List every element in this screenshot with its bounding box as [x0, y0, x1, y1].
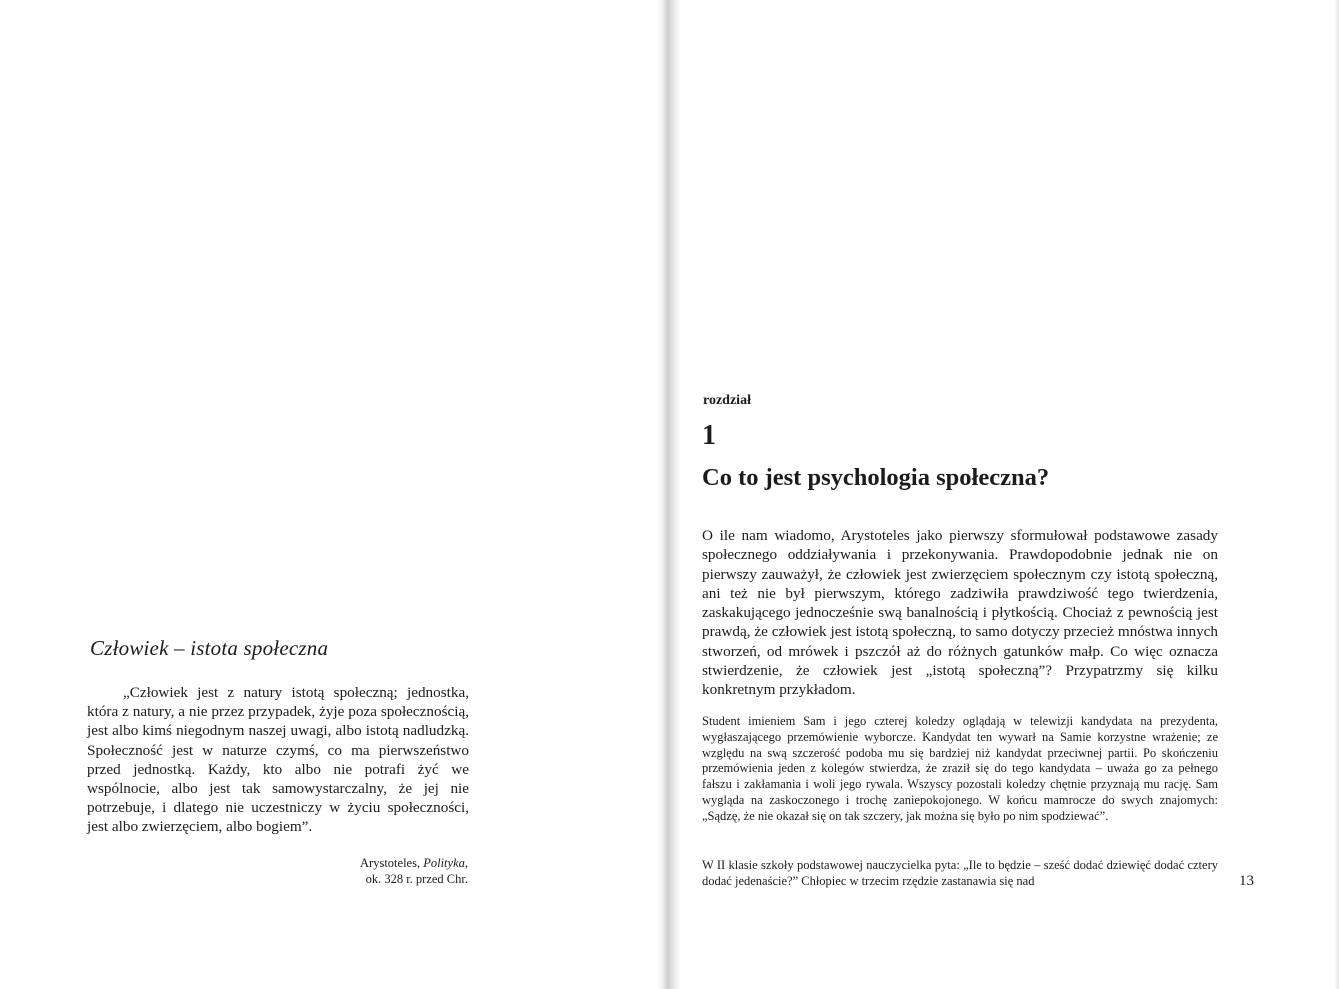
chapter-number: 1	[702, 420, 716, 451]
page-edge-shadow	[1334, 0, 1339, 989]
intro-paragraph: O ile nam wiadomo, Arystoteles jako pierwszy sformułował podstawowe zasady społecznego oddziaływania i przekonywania. Prawdopodobnie jednak nie on pierwszy zauważył, że człowiek jest zwierzęciem społecznym czy istotą społeczną, ani też nie był pierwszym, którego zadziwiła prawdziwość tego twierdzenia, zaskakującego jednocześnie swą banalnością i płytkością. Chociaż z pewnością jest prawdą, że człowiek jest istotą społeczną, to samo dotyczy przecież mnóstwa innych stworzeń, od mrówek i pszczół aż do różnych gatunków małp. Co więc oznacza stwierdzenie, że człowiek jest „istotą społeczną”? Przypatrzmy się kilku konkretnym przykładom.	[702, 527, 1218, 699]
chapter-title: Co to jest psychologia społeczna?	[702, 464, 1050, 491]
chapter-label: rozdział	[703, 393, 751, 408]
example-paragraph-2: W II klasie szkoły podstawowej nauczycielka pyta: „Ile to będzie – sześć dodać dziewięć dodać cztery dodać jedenaście?” Chłopiec w trzecim rzędzie zastanawia się nad	[702, 858, 1218, 888]
example-paragraph-1: Student imieniem Sam i jego czterej koledzy oglądają w telewizji kandydata na prezydenta, wygłaszającego przemówienie wyborcze. Kandydat ten wywarł na Samie korzystne wrażenie; ze względu na swą szczerość podoba mu się bardziej niż kandydat przeciwnej partii. Po skończeniu przemówienia jeden z kolegów stwierdza, że zraził się do tego kandydata – uważa go za pełnego fałszu i zakłamania i woli jego rywala. Wszyscy pozostali koledzy chętnie przyznają mu rację. Sam wygląda na zaskoczonego i trochę zaniepokojonego. W końcu mamrocze do swych znajomych: „Sądzę, że nie okazał się on tak szczery, jak można się było po nim spodziewać”.	[702, 714, 1218, 823]
epigraph-title: Człowiek – istota społeczna	[90, 636, 329, 660]
epigraph-attribution	[300, 855, 468, 887]
book-spine-shadow	[657, 0, 681, 989]
page-number: 13	[1239, 873, 1254, 889]
attribution-date: ok. 328 r. przed Chr.	[365, 872, 468, 886]
attribution-author: Arystoteles,	[360, 856, 421, 870]
attribution-work: Polityka,	[423, 856, 468, 870]
epigraph-quote: „Człowiek jest z natury istotą społeczną; jednostka, która z natury, a nie przez przypadek, żyje poza społecznością, jest albo kimś niegodnym naszej uwagi, albo istotą nadludzką. Społeczność jest w naturze czymś, co ma pierwszeństwo przed jednostką. Każdy, kto albo nie potrafi żyć we wspólnocie, albo jest tak samowystarczalny, że jej nie potrzebuje, i dlatego nie uczestniczy w życiu społeczności, jest albo zwierzęciem, albo bogiem”.	[87, 684, 469, 836]
